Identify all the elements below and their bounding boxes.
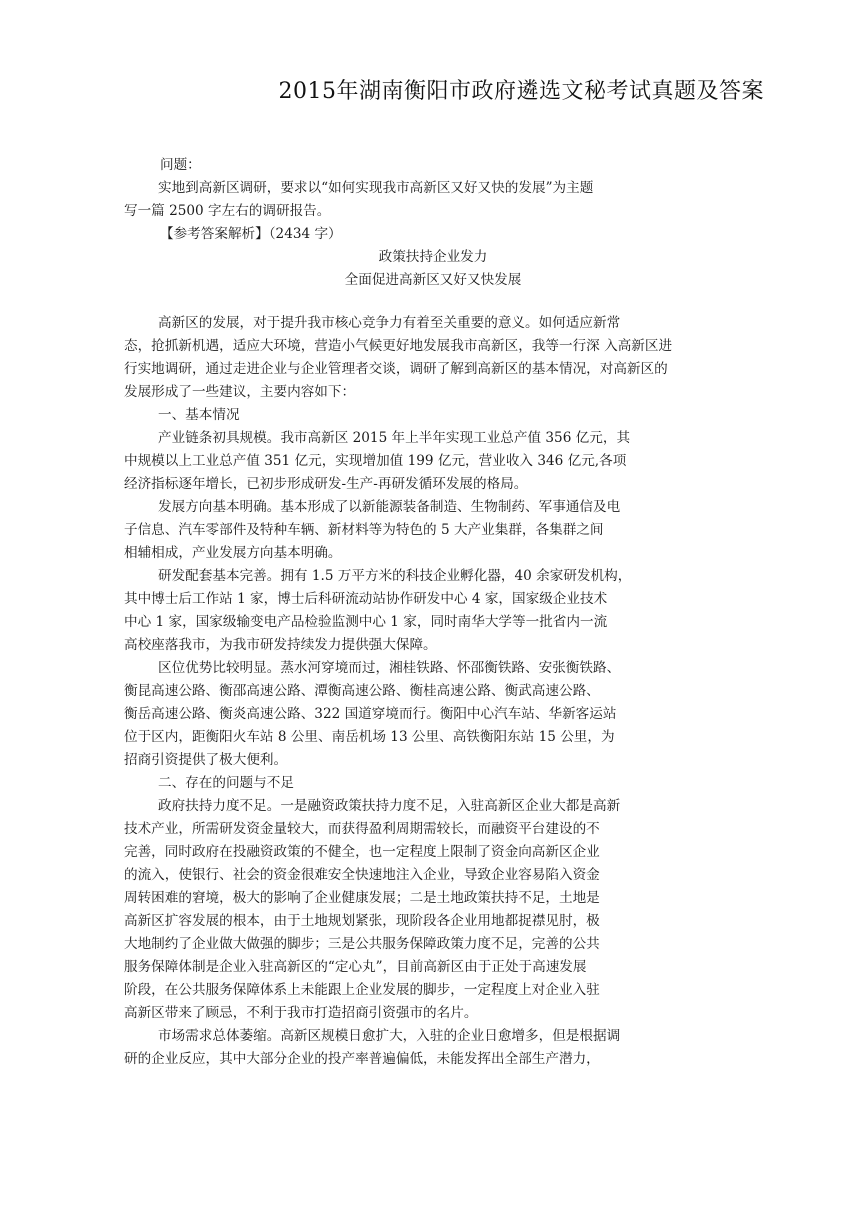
paragraph-line: 经济指标逐年增长，已初步形成研发-生产-再研发循环发展的格局。	[124, 476, 528, 492]
essay-title: 政策扶持企业发力	[378, 249, 488, 265]
paragraph-line: 衡昆高速公路、衡邵高速公路、潭衡高速公路、衡桂高速公路、衡武高速公路、	[124, 683, 600, 699]
intro-line: 发展形成了一些建议，主要内容如下：	[124, 384, 356, 400]
paragraph-line: 政府扶持力度不足。一是融资政策扶持力度不足，入驻高新区企业大都是高新	[158, 798, 621, 814]
paragraph-line: 中规模以上工业总产值 351 亿元，实现增加值 199 亿元，营业收入 346 亿元,各项	[124, 453, 627, 469]
spacer	[124, 292, 754, 312]
paragraph-line: 的流入，使银行、社会的资金很难安全快速地注入企业，导致企业容易陷入资金	[124, 867, 600, 883]
paragraph-line: 高校座落我市，为我市研发持续发力提供强大保障。	[124, 637, 437, 653]
section-heading: 二、存在的问题与不足	[158, 775, 294, 791]
paragraph-line: 研发配套基本完善。拥有 1.5 万平方米的科技企业孵化器，40 余家研发机构，	[158, 568, 632, 584]
paragraph-line: 区位优势比较明显。蒸水河穿境而过，湘桂铁路、怀邵衡铁路、安张衡铁路、	[158, 660, 621, 676]
question-line: 实地到高新区调研，要求以“如何实现我市高新区又好又快的发展”为主题	[158, 180, 594, 196]
paragraph-line: 研的企业反应，其中大部分企业的投产率普遍偏低，未能发挥出全部生产潜力，	[124, 1051, 600, 1067]
paragraph-line: 中心 1 家，国家级输变电产品检验监测中心 1 家，同时南华大学等一批省内一流	[124, 614, 608, 630]
intro-line: 态，抢抓新机遇，适应大环境，营造小气候更好地发展我市高新区，我等一行深 入高新区进	[124, 338, 673, 354]
paragraph-line: 其中博士后工作站 1 家，博士后科研流动站协作研发中心 4 家，国家级企业技术	[124, 591, 608, 607]
paragraph-line: 周转困难的窘境，极大的影响了企业健康发展；二是土地政策扶持不足，土地是	[124, 890, 600, 906]
paragraph-line: 技术产业，所需研发资金量较大，而获得盈利周期需较长，而融资平台建设的不	[124, 821, 600, 837]
paragraph-line: 发展方向基本明确。基本形成了以新能源装备制造、生物制药、军事通信及电	[158, 499, 621, 515]
section-heading: 一、基本情况	[158, 407, 240, 423]
paragraph-line: 市场需求总体萎缩。高新区规模日愈扩大，入驻的企业日愈增多，但是根据调	[158, 1028, 621, 1044]
answer-label: 【参考答案解析】（2434 字）	[160, 226, 342, 242]
document-body	[124, 154, 754, 1071]
question-line: 写一篇 2500 字左右的调研报告。	[124, 203, 331, 219]
intro-line: 行实地调研，通过走进企业与企业管理者交谈，调研了解到高新区的基本情况，对高新区的	[124, 361, 668, 377]
question-label: 问题：	[160, 157, 201, 173]
paragraph-line: 阶段，在公共服务保障体系上未能跟上企业发展的脚步，一定程度上对企业入驻	[124, 982, 600, 998]
paragraph-line: 高新区带来了顾忌，不利于我市打造招商引资强市的名片。	[124, 1005, 478, 1021]
paragraph-line: 产业链条初具规模。我市高新区 2015 年上半年实现工业总产值 356 亿元，其	[158, 430, 631, 446]
paragraph-line: 招商引资提供了极大便利。	[124, 752, 288, 768]
intro-line: 高新区的发展，对于提升我市核心竞争力有着至关重要的意义。如何适应新常	[158, 315, 621, 331]
paragraph-line: 服务保障体制是企业入驻高新区的“定心丸”，目前高新区由于正处于高速发展	[124, 959, 587, 975]
paragraph-line: 位于区内，距衡阳火车站 8 公里、南岳机场 13 公里、高铁衡阳东站 15 公里，为	[124, 729, 615, 745]
paragraph-line: 大地制约了企业做大做强的脚步；三是公共服务保障政策力度不足，完善的公共	[124, 936, 600, 952]
document-title: 2015年湖南衡阳市政府遴选文秘考试真题及答案	[278, 79, 764, 104]
essay-subtitle: 全面促进高新区又好又快发展	[344, 272, 522, 288]
paragraph-line: 衡岳高速公路、衡炎高速公路、322 国道穿境而行。衡阳中心汽车站、华新客运站	[124, 706, 617, 722]
paragraph-line: 高新区扩容发展的根本，由于土地规划紧张，现阶段各企业用地都捉襟见肘，极	[124, 913, 600, 929]
paragraph-line: 子信息、汽车零部件及特种车辆、新材料等为特色的 5 大产业集群，各集群之间	[124, 522, 604, 538]
paragraph-line: 相辅相成，产业发展方向基本明确。	[124, 545, 342, 561]
paragraph-line: 完善，同时政府在投融资政策的不健全，也一定程度上限制了资金向高新区企业	[124, 844, 600, 860]
